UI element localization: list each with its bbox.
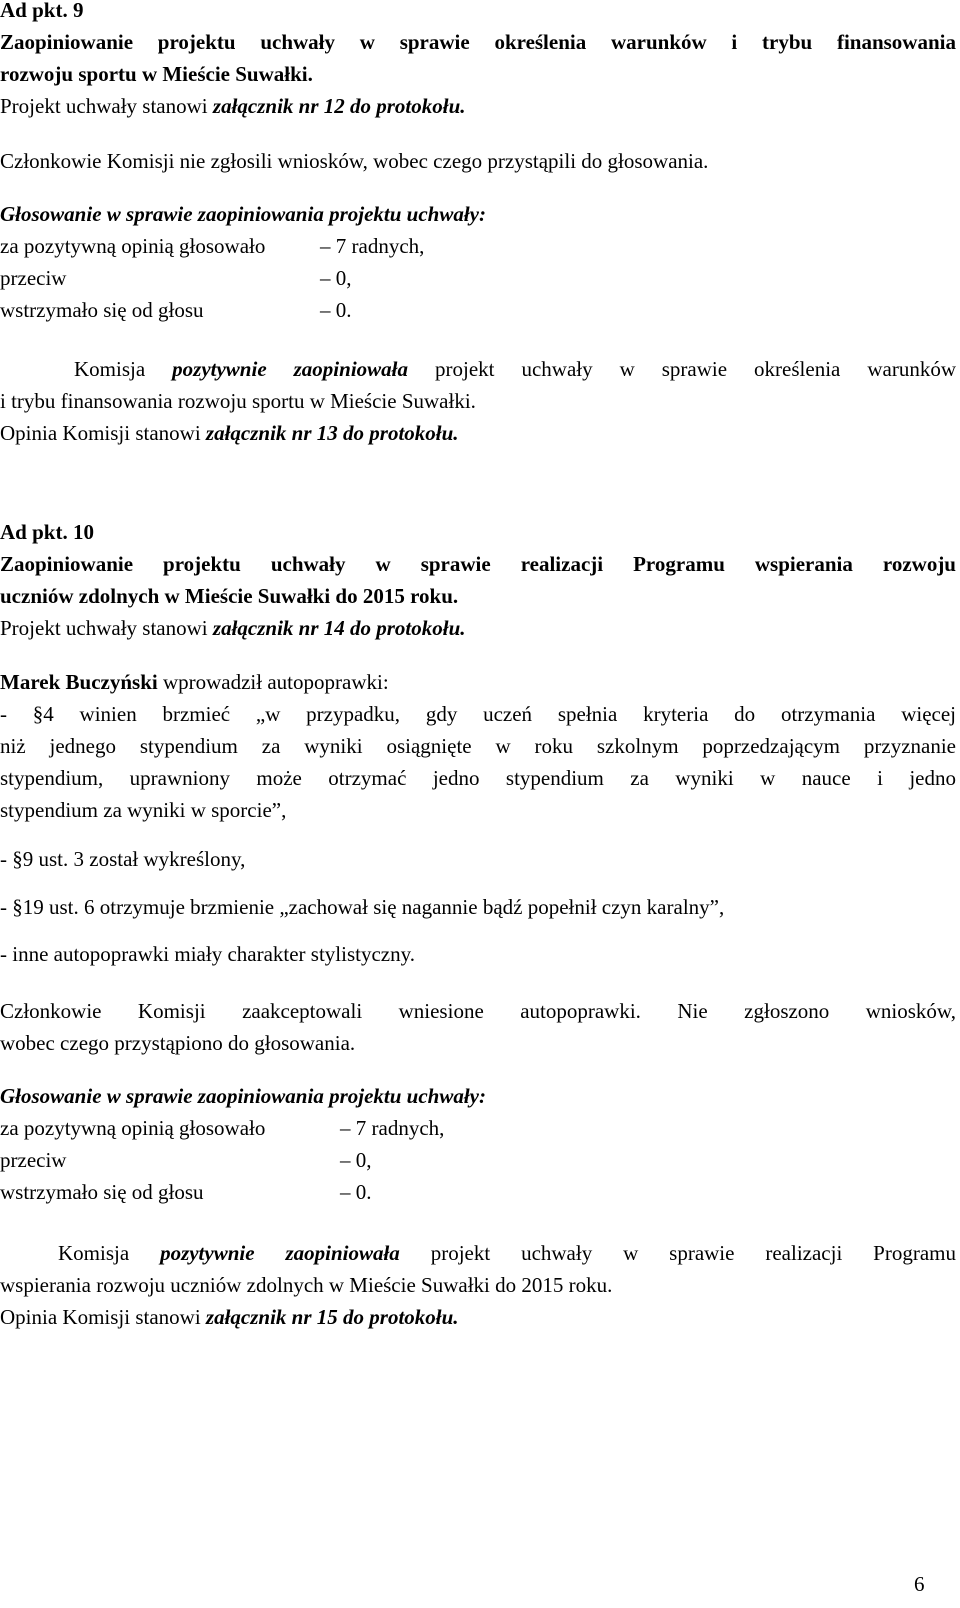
result-line: Komisja pozytywnie zaopiniowała projekt uchwały w sprawie realizacji Programu [58,1241,956,1265]
author-line: Marek Buczyński wprowadził autopoprawki: [0,670,389,694]
attachment-ref: załącznik nr 14 do protokołu. [212,616,466,640]
vote-row: wstrzymało się od głosu – 0. [0,1180,372,1204]
attachment-ref: załącznik nr 13 do protokołu. [205,421,459,445]
result-line: wspierania rozwoju uczniów zdolnych w Mieście Suwałki do 2015 roku. [0,1273,613,1297]
attachment-ref: załącznik nr 15 do protokołu. [205,1305,459,1329]
section-9 [0,0,956,122]
result-line: Komisja pozytywnie zaopiniowała projekt uchwały w sprawie określenia warunków [74,357,956,381]
vote-row: za pozytywną opinią głosowało – 7 radnych, [0,1116,445,1140]
attachment-note: Projekt uchwały stanowi załącznik nr 14 do protokołu. [0,616,466,640]
section-title-line: Zaopiniowanie projektu uchwały w sprawie określenia warunków i trybu finansowania [0,30,956,54]
section-10 [0,516,956,644]
vote-row: za pozytywną opinią głosowało – 7 radnych, [0,234,425,258]
amendment-line: stypendium, uprawniony może otrzymać jedno stypendium za wyniki w nauce i jedno [0,766,956,790]
opinion-note: Opinia Komisji stanowi załącznik nr 13 do protokołu. [0,421,459,445]
acceptance-line: wobec czego przystąpiono do głosowania. [0,1031,356,1055]
page-number: 6 [914,1572,925,1596]
amendment-item: - §19 ust. 6 otrzymuje brzmienie „zachował się nagannie bądź popełnił czyn karalny”, [0,895,725,919]
result-line: i trybu finansowania rozwoju sportu w Mieście Suwałki. [0,389,476,413]
amendment-line: niż jednego stypendium za wyniki osiągnięte w roku szkolnym poprzedzającym przyznanie [0,734,956,758]
amendments [0,666,956,826]
amendment-line: - §4 winien brzmieć „w przypadku, gdy uczeń spełnia kryteria do otrzymania więcej [0,702,956,726]
attachment-note: Projekt uchwały stanowi załącznik nr 12 do protokołu. [0,94,466,118]
members-statement: Członkowie Komisji nie zgłosili wniosków, wobec czego przystąpili do głosowania. [0,149,709,173]
section-9-result [0,353,956,449]
vote-heading: Głosowanie w sprawie zaopiniowania projektu uchwały: [0,1084,486,1108]
author-name: Marek Buczyński [0,670,158,694]
attachment-ref: załącznik nr 12 do protokołu. [212,94,466,118]
section-title-line: rozwoju sportu w Mieście Suwałki. [0,62,313,86]
amendment-item: - §9 ust. 3 został wykreślony, [0,847,246,871]
section-10-vote [0,1080,956,1208]
acceptance [0,995,956,1059]
opinion-note: Opinia Komisji stanowi załącznik nr 15 do protokołu. [0,1305,459,1329]
section-heading: Ad pkt. 9 [0,0,84,22]
vote-heading: Głosowanie w sprawie zaopiniowania projektu uchwały: [0,202,486,226]
section-title-line: uczniów zdolnych w Mieście Suwałki do 2015 roku. [0,584,459,608]
amendment-item: - inne autopoprawki miały charakter stylistyczny. [0,942,416,966]
section-10-result [0,1237,956,1333]
section-9-discussion [0,145,956,177]
vote-row: przeciw – 0, [0,1148,372,1172]
section-title-line: Zaopiniowanie projektu uchwały w sprawie realizacji Programu wspierania rozwoju [0,552,956,576]
acceptance-line: Członkowie Komisji zaakceptowali wniesione autopoprawki. Nie zgłoszono wniosków, [0,999,956,1023]
vote-row: wstrzymało się od głosu – 0. [0,298,352,322]
section-heading: Ad pkt. 10 [0,520,94,544]
vote-row: przeciw – 0, [0,266,352,290]
section-9-vote [0,198,956,326]
amendment-line: stypendium za wyniki w sporcie”, [0,798,287,822]
